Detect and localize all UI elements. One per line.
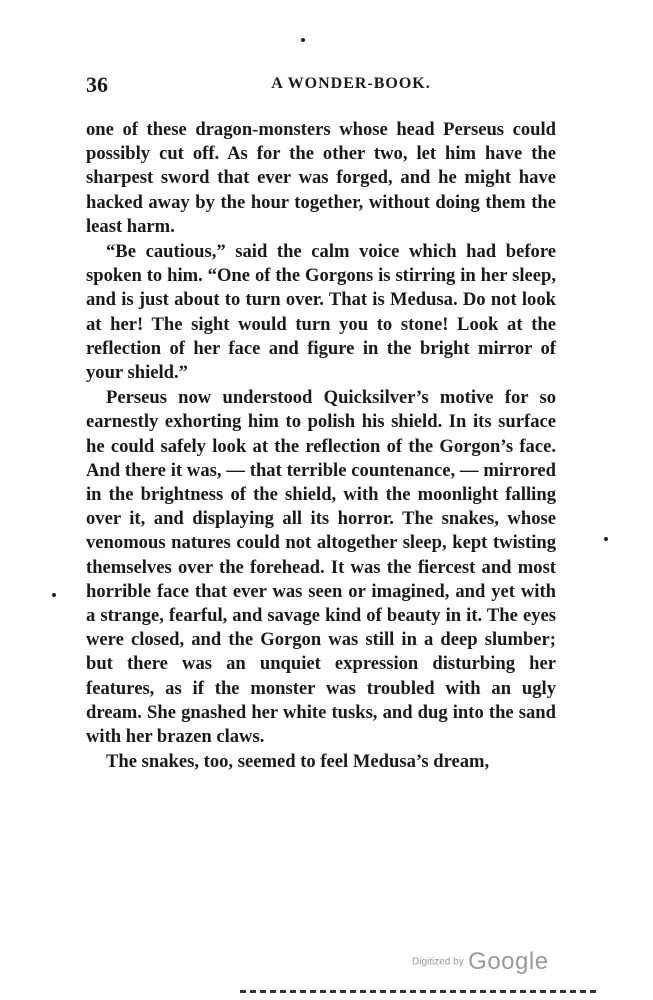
digitization-watermark xyxy=(412,948,549,976)
scan-edge-rule xyxy=(240,990,600,993)
book-title: A WONDER-BOOK. xyxy=(271,75,431,92)
paragraph: The snakes, too, seemed to feel Medusa’s dream, xyxy=(106,751,490,773)
paragraph: “Be cautious,” said the calm voice which had before spoken to him. “One of the Gorgons is stirring in her sleep, and is just about to turn over. That is Medusa. Do not look at her! The sight would turn you to stone! Look at the reflection of her face and figure in the bright mirror of your shield.” xyxy=(86,241,556,384)
ink-speck xyxy=(604,537,608,541)
ink-speck xyxy=(52,593,56,597)
ink-speck xyxy=(301,38,305,42)
watermark-prefix: Digitized by xyxy=(412,956,464,968)
paragraph: Perseus now understood Quicksilver’s motive for so earnestly exhorting him to polish his shield. In its surface he could safely look at the reflection of the Gorgon’s face. And there it was, — that terrible countenance, — mirrored in the brightness of the shield, with the moonlight falling over it, and displaying all its horror. The snakes, whose venomous natures could not altogether sleep, kept twisting themselves over the forehead. It was the fiercest and most horrible face that ever was seen or imagined, and yet with a strange, fearful, and savage kind of beauty in it. The eyes were closed, and the Gorgon was still in a deep slumber; but there was an unquiet expression disturbing her features, as if the monster was troubled with an ugly dream. She gnashed her white tusks, and dug into the sand with her brazen claws. xyxy=(86,387,556,748)
running-head xyxy=(86,72,556,100)
page-number: 36 xyxy=(86,72,108,97)
paragraph: one of these dragon-monsters whose head Perseus could possibly cut off. As for the other two, let him have the sharpest sword that ever was forged, and he might have hacked away by the hour together, without doing them the least harm. xyxy=(86,119,556,237)
google-logo: Google xyxy=(468,948,549,975)
body-text xyxy=(86,118,556,775)
